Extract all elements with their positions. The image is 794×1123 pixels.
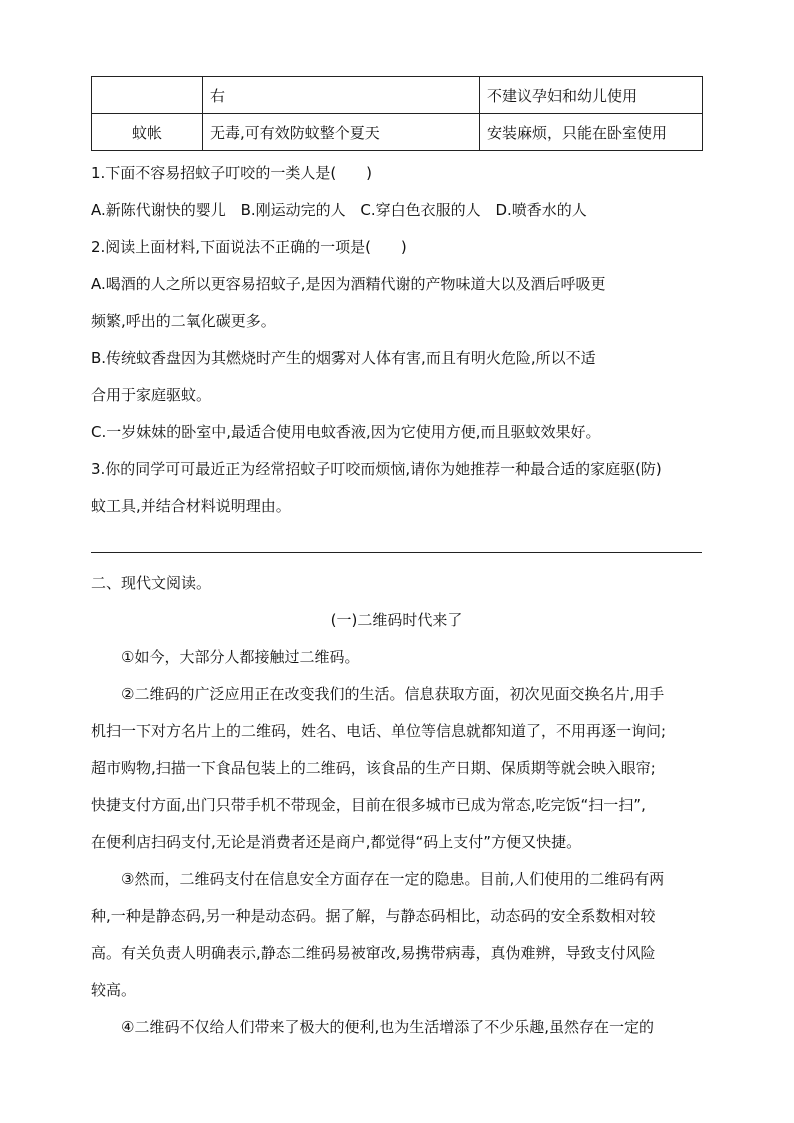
paragraph-2-line-1: ②二维码的广泛应用正在改变我们的生活。信息获取方面，初次见面交换名片,用手 xyxy=(121,685,665,703)
question-2-option-c: C.一岁妹妹的卧室中,最适合使用电蚊香液,因为它使用方便,而且驱蚊效果好。 xyxy=(91,423,601,441)
table-row xyxy=(92,77,703,114)
paragraph-3-line-2: 种,一种是静态码,另一种是动态码。据了解，与静态码相比，动态码的安全系数相对较 xyxy=(91,907,656,925)
option-d: D.喷香水的人 xyxy=(495,201,587,219)
table-cell: 蚊帐 xyxy=(92,114,203,151)
table-row xyxy=(92,114,703,151)
paragraph-4-line-1: ④二维码不仅给人们带来了极大的便利,也为生活增添了不少乐趣,虽然存在一定的 xyxy=(121,1018,654,1036)
option-b: B.刚运动完的人 xyxy=(240,201,346,219)
question-3-line-1: 3.你的同学可可最近正为经常招蚊子叮咬而烦恼,请你为她推荐一种最合适的家庭驱(防) xyxy=(91,460,662,478)
table-cell xyxy=(92,77,203,114)
table-cell: 无毒,可有效防蚊整个夏天 xyxy=(203,114,480,151)
question-2-option-b-line-1: B.传统蚊香盘因为其燃烧时产生的烟雾对人体有害,而且有明火危险,所以不适 xyxy=(91,349,596,367)
table-cell: 安装麻烦，只能在卧室使用 xyxy=(480,114,703,151)
question-3-line-2: 蚊工具,并结合材料说明理由。 xyxy=(91,497,291,515)
paragraph-2-line-3: 超市购物,扫描一下食品包装上的二维码，该食品的生产日期、保质期等就会映入眼帘; xyxy=(91,759,656,777)
question-2-stem: 2.阅读上面材料,下面说法不正确的一项是( ) xyxy=(91,238,407,256)
option-c: C.穿白色衣服的人 xyxy=(360,201,481,219)
paragraph-3-line-1: ③然而，二维码支付在信息安全方面存在一定的隐患。目前,人们使用的二维码有两 xyxy=(121,870,665,888)
table-cell: 右 xyxy=(203,77,480,114)
paragraph-3-line-3: 高。有关负责人明确表示,静态二维码易被窜改,易携带病毒，真伪难辨，导致支付风险 xyxy=(91,944,656,962)
section-heading: 二、现代文阅读。 xyxy=(91,574,212,592)
option-a: A.新陈代谢快的婴儿 xyxy=(91,201,226,219)
question-1-options xyxy=(91,199,597,221)
paragraph-2-line-5: 在便利店扫码支付,无论是消费者还是商户,都觉得“码上支付”方便又快捷。 xyxy=(91,833,582,851)
answer-line xyxy=(91,552,702,553)
article-title: (一)二维码时代来了 xyxy=(330,611,463,629)
question-2-option-b-line-2: 合用于家庭驱蚊。 xyxy=(91,386,212,404)
question-2-option-a-line-2: 频繁,呼出的二氧化碳更多。 xyxy=(91,312,276,330)
paragraph-2-line-4: 快捷支付方面,出门只带手机不带现金，目前在很多城市已成为常态,吃完饭“扫一扫”, xyxy=(91,796,646,814)
paragraph-2-line-2: 机扫一下对方名片上的二维码，姓名、电话、单位等信息就都知道了，不用再逐一询问; xyxy=(91,722,667,740)
paragraph-3-line-4: 较高。 xyxy=(91,981,137,999)
question-2-option-a-line-1: A.喝酒的人之所以更容易招蚊子,是因为酒精代谢的产物味道大以及酒后呼吸更 xyxy=(91,275,606,293)
mosquito-tools-table xyxy=(91,76,703,151)
table-cell: 不建议孕妇和幼儿使用 xyxy=(480,77,703,114)
paragraph-1: ①如今，大部分人都接触过二维码。 xyxy=(121,648,360,666)
question-1-stem: 1.下面不容易招蚊子叮咬的一类人是( ) xyxy=(91,164,373,182)
